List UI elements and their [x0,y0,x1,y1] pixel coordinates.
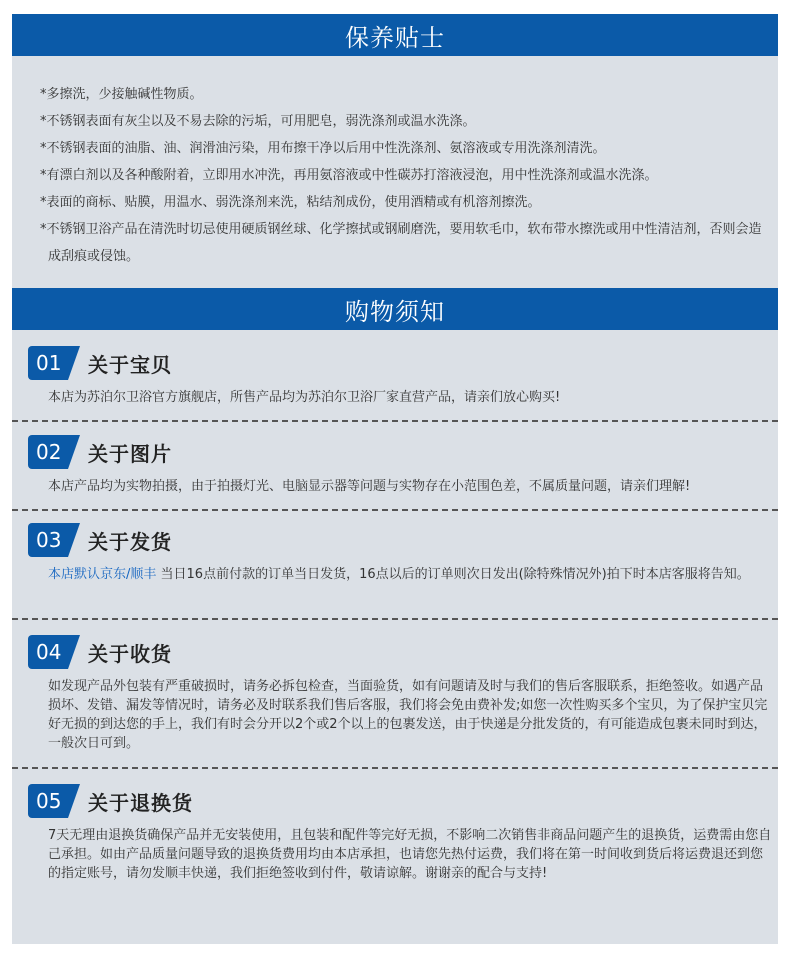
care-tips-title: 保养贴士 [345,23,445,52]
care-tip: *不锈钢表面的油脂、油、润滑油污染，用布擦干净以后用中性洗涤剂、氨溶液或专用洗涤剂清洗。 [40,141,606,156]
shopping-notice-banner [12,288,778,330]
shipping-text: 当日16点前付款的订单当日发货，16点以后的订单则次日发出(除特殊情况外)拍下时本店客服将告知。 [156,567,750,582]
section-header [28,635,172,669]
section-number-badge: 01 [28,346,68,380]
section-number-badge: 05 [28,784,68,818]
section-title: 关于宝贝 [88,352,172,377]
care-tip: *不锈钢表面有灰尘以及不易去除的污垢，可用肥皂，弱洗涤剂或温水洗涤。 [40,114,476,129]
section-number-badge: 04 [28,635,68,669]
care-tip: *有漂白剂以及各种酸附着，立即用水冲洗，再用氨溶液或中性碳苏打溶液浸泡，用中性洗涤剂或温水洗涤。 [40,168,658,183]
section-text [48,565,774,584]
section-title: 关于收货 [88,641,172,666]
dashed-divider [12,509,778,511]
care-tip: *多擦洗，少接触碱性物质。 [40,87,203,102]
section-text: 如发现产品外包装有严重破损时，请务必拆包检查，当面验货，如有问题请及时与我们的售后客服联系，拒绝签收。如遇产品损坏、发错、漏发等情况时，请务必及时联系我们售后客服，我们将会免由费补发;如您一次性购买多个宝贝，为了保护宝贝完好无损的到达您的手上，我们有时会分开以2个或2个以上的包裹发送，由于快递是分批发货的，有可能造成包裹未同时到达，一般次日可到。 [48,679,768,751]
shopping-notice-title: 购物须知 [345,297,445,326]
section-header [28,523,172,557]
section-text: 本店产品均为实物拍摄，由于拍摄灯光、电脑显示器等问题与实物存在小范围色差，不属质量问题，请亲们理解! [48,479,691,494]
dashed-divider [12,618,778,620]
section-text: 本店为苏泊尔卫浴官方旗舰店，所售产品均为苏泊尔卫浴厂家直营产品，请亲们放心购买! [48,390,561,405]
section-number-badge: 03 [28,523,68,557]
section-text: 7天无理由退换货确保产品并无安装使用，且包装和配件等完好无损，不影响二次销售非商品问题产生的退换货，运费需由您自己承担。如由产品质量问题导致的退换货费用均由本店承担，也请您先热付运费，我们将在第一时间收到货后将运费退还到您的指定账号，请勿发顺丰快递，我们拒绝签收到付件，敬请谅解。谢谢亲的配合与支持! [48,828,772,881]
section-header [28,346,172,380]
dashed-divider [12,767,778,769]
section-title: 关于发货 [88,529,172,554]
section-title: 关于图片 [88,441,172,466]
dashed-divider [12,420,778,422]
section-title: 关于退换货 [88,790,193,815]
care-tips-list [40,86,762,270]
section-number-badge: 02 [28,435,68,469]
section-header [28,784,193,818]
care-tip: *表面的商标、贴膜，用温水、弱洗涤剂来洗，粘结剂成份，使用酒精或有机溶剂擦洗。 [40,195,541,210]
care-tips-banner [12,14,778,56]
section-header [28,435,172,469]
care-tip: *不锈钢卫浴产品在清洗时切忌使用硬质钢丝球、化学擦拭或钢刷磨洗，要用软毛巾，软布带水擦洗或用中性清洁剂，否则会造成刮痕或侵蚀。 [40,222,762,264]
shipping-courier-highlight: 本店默认京东/顺丰 [48,567,157,582]
